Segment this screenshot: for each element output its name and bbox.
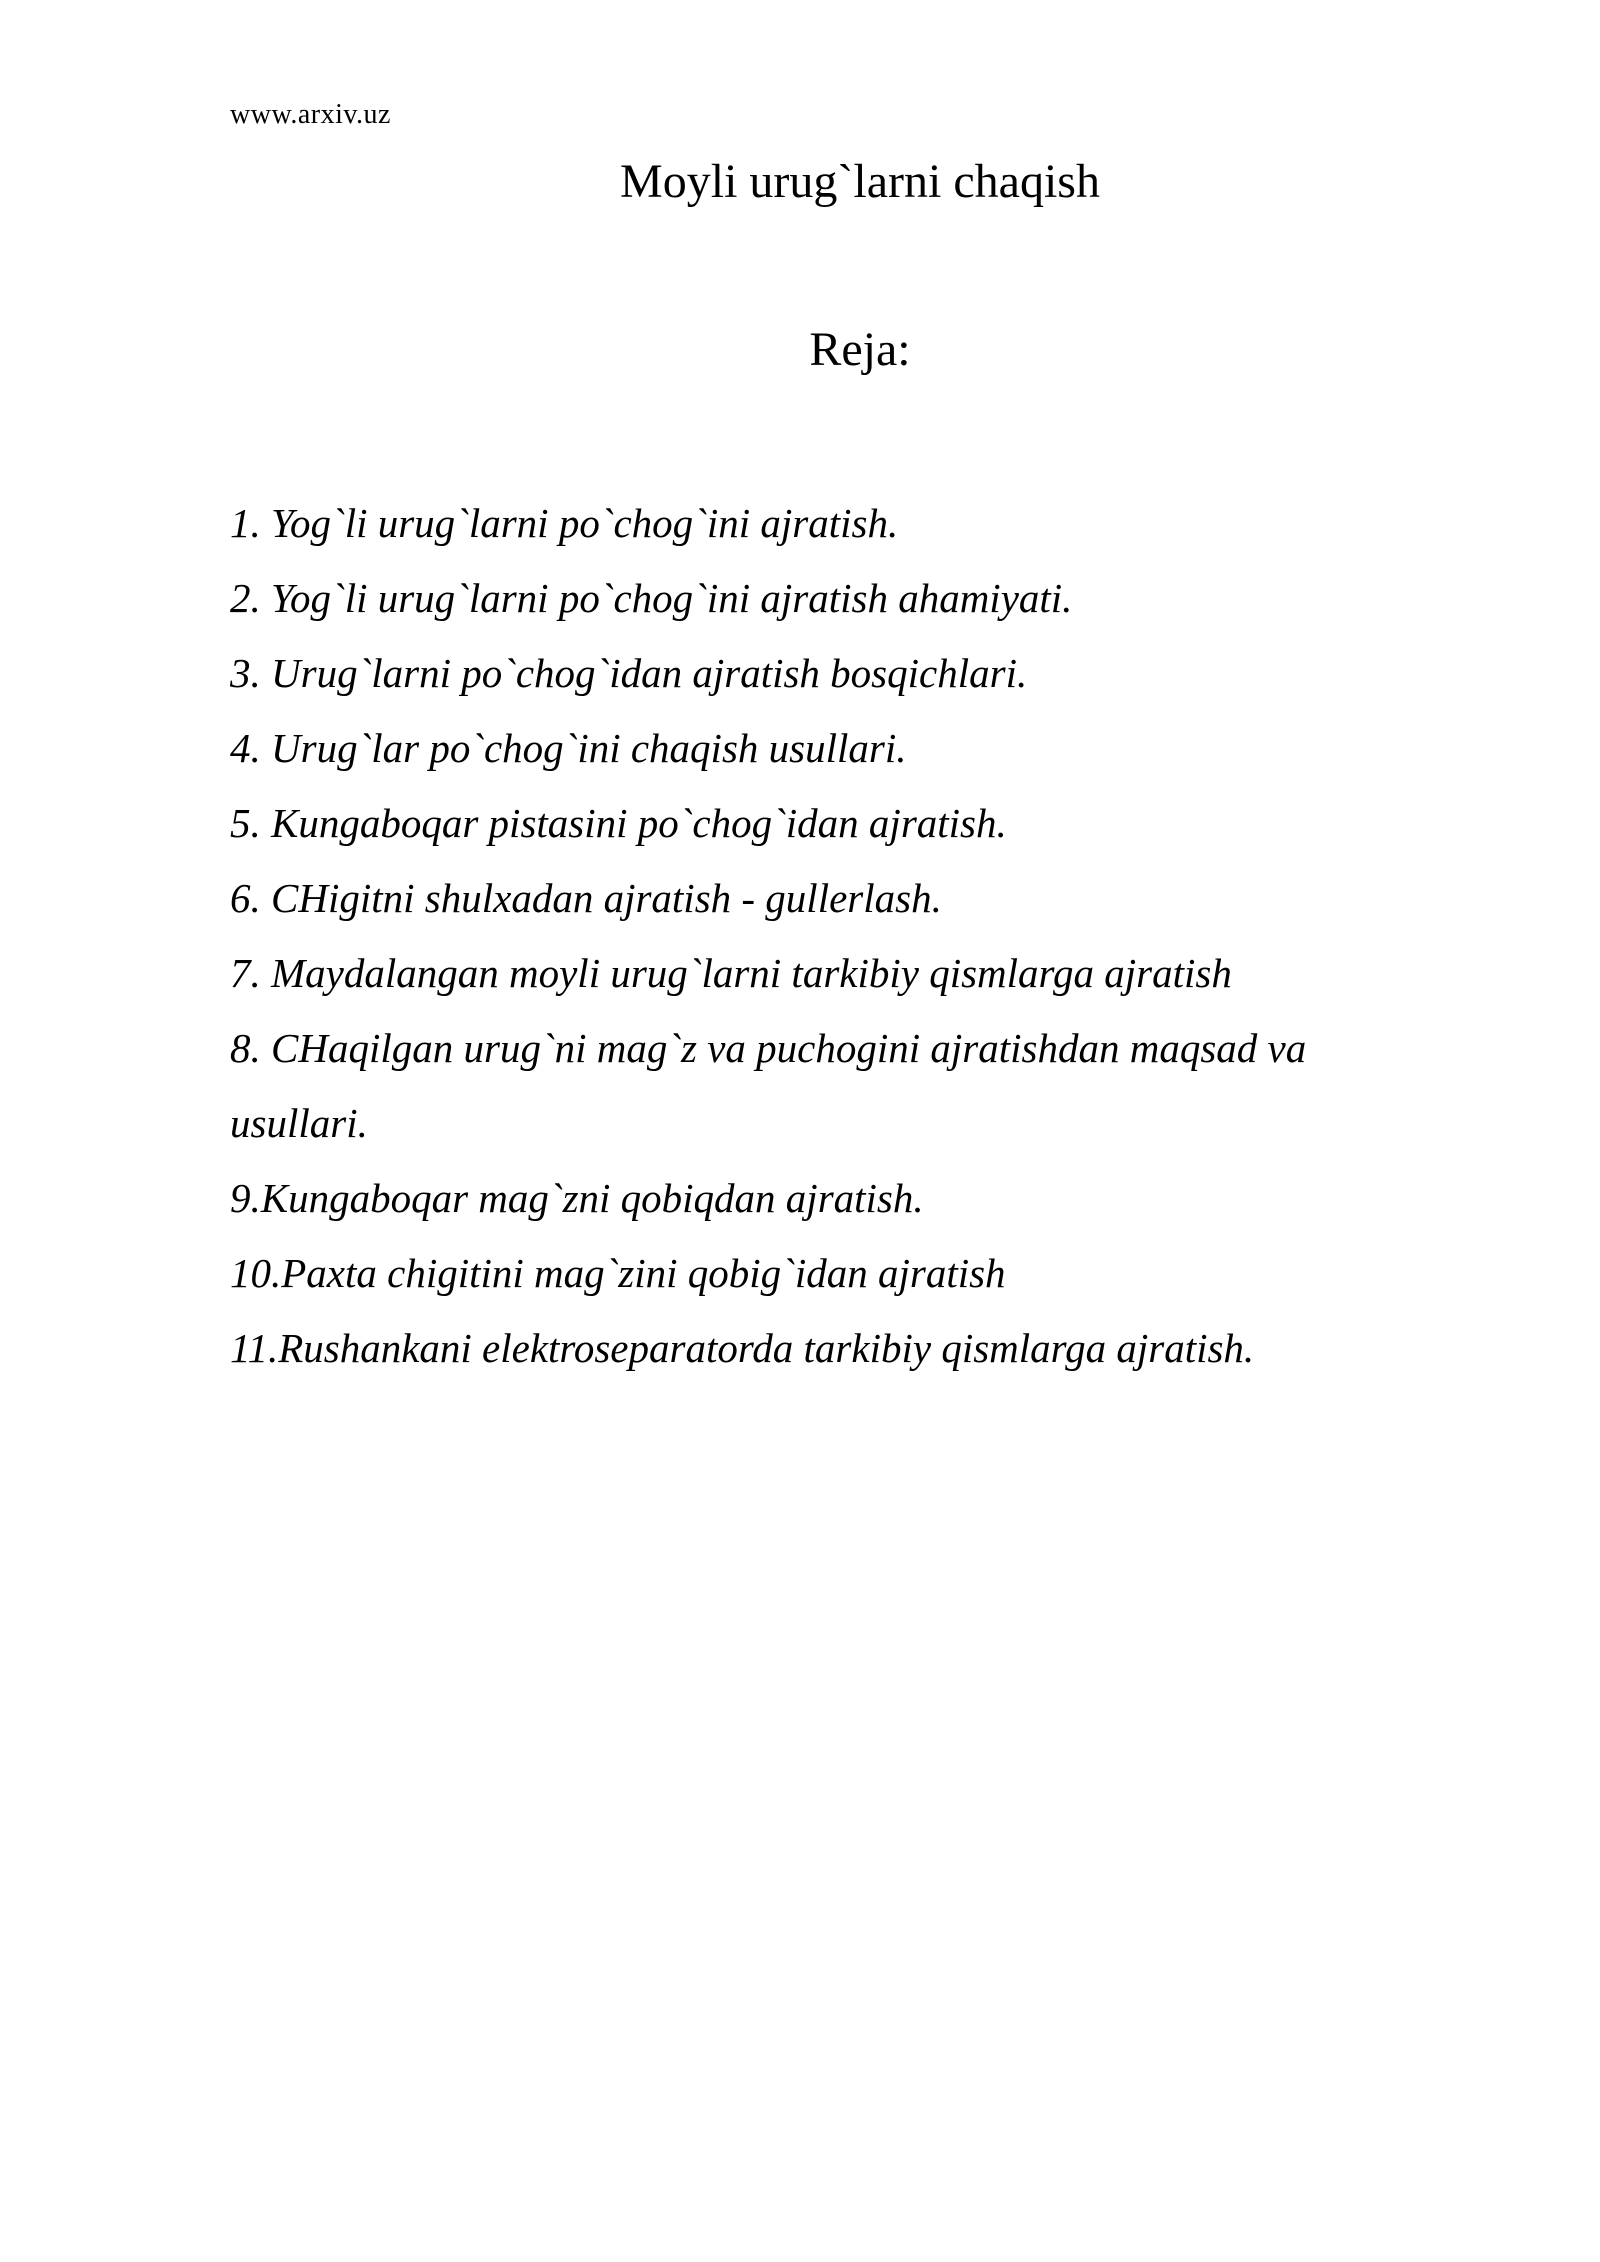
plan-item-8: 8. CHaqilgan urug`ni mag`z va puchogini ajratishdan maqsad va usullari. [230, 1025, 1307, 1146]
plan-item-11: 11.Rushankani elektroseparatorda tarkibiy qismlarga ajratish. [230, 1325, 1255, 1371]
plan-item-5: 5. Kungaboqar pistasini po`chog`idan ajratish. [230, 800, 1007, 846]
plan-item-2: 2. Yog`li urug`larni po`chog`ini ajratish ahamiyati. [230, 575, 1073, 621]
plan-item-10: 10.Paxta chigitini mag`zini qobig`idan ajratish [230, 1250, 1006, 1296]
plan-heading: Reja: [809, 323, 911, 376]
plan-item-7: 7. Maydalangan moyli urug`larni tarkibiy qismlarga ajratish [230, 950, 1232, 996]
document-title: Moyli urug`larni chaqish [620, 155, 1100, 208]
plan-item-4: 4. Urug`lar po`chog`ini chaqish usullari. [230, 725, 907, 771]
plan-item-6: 6. CHigitni shulxadan ajratish - gullerlash. [230, 875, 942, 921]
plan-item-3: 3. Urug`larni po`chog`idan ajratish bosqichlari. [230, 650, 1028, 696]
plan-item-1: 1. Yog`li urug`larni po`chog`ini ajratish. [230, 500, 899, 546]
plan-item-9: 9.Kungaboqar mag`zni qobiqdan ajratish. [230, 1175, 924, 1221]
plan-list [230, 486, 1390, 1386]
source-watermark: www.arxiv.uz [230, 99, 391, 130]
